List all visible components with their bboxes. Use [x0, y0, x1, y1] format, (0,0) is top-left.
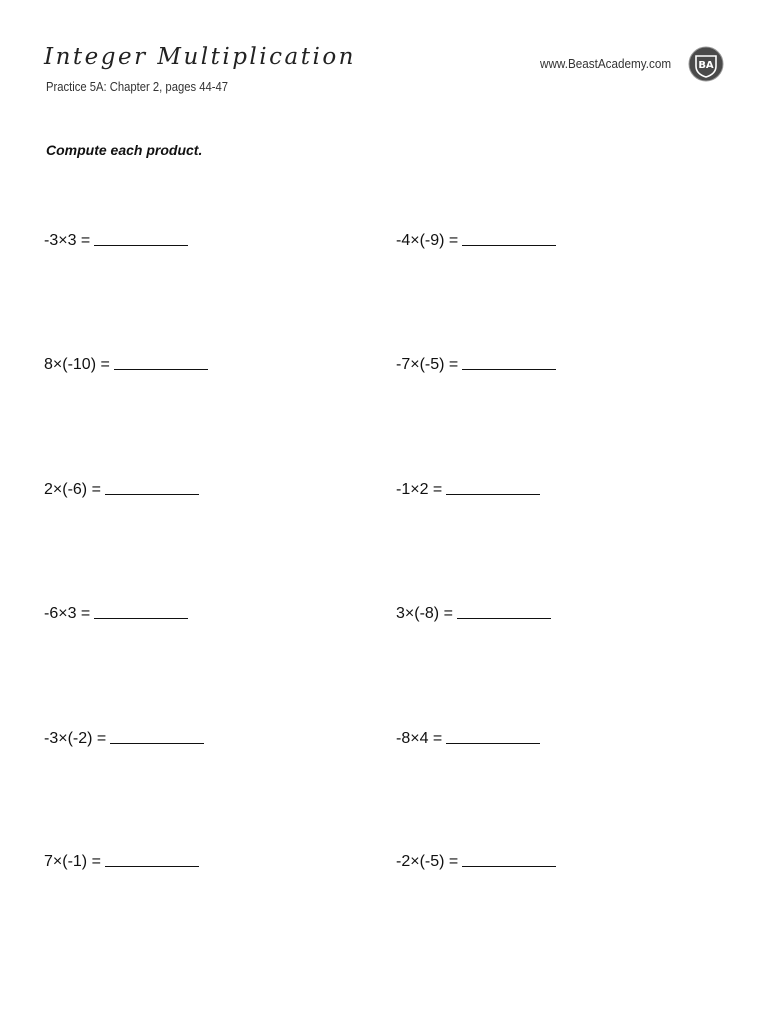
- problem-expression: -6×3 =: [44, 605, 91, 622]
- problem-11: [44, 853, 199, 871]
- answer-blank[interactable]: [462, 244, 556, 246]
- logo-text: BA: [698, 60, 714, 71]
- problem-12: [396, 853, 556, 871]
- page-subtitle: Practice 5A: Chapter 2, pages 44-47: [46, 80, 228, 94]
- problem-5: [44, 481, 199, 499]
- problem-1: [44, 232, 188, 250]
- problem-expression: -3×(-2) =: [44, 730, 107, 747]
- problem-expression: -8×4 =: [396, 730, 443, 747]
- answer-blank[interactable]: [110, 742, 204, 744]
- problem-3: [44, 356, 208, 374]
- problem-expression: -3×3 =: [44, 232, 91, 249]
- answer-blank[interactable]: [114, 368, 208, 370]
- problem-10: [396, 730, 540, 748]
- problem-6: [396, 481, 540, 499]
- problem-2: [396, 232, 556, 250]
- beast-academy-logo: [688, 46, 724, 82]
- answer-blank[interactable]: [446, 742, 540, 744]
- problem-7: [44, 605, 188, 623]
- problem-expression: -4×(-9) =: [396, 232, 459, 249]
- problem-expression: -7×(-5) =: [396, 356, 459, 373]
- page-title: Integer Multiplication: [44, 44, 356, 70]
- instructions: Compute each product.: [46, 142, 203, 158]
- answer-blank[interactable]: [105, 865, 199, 867]
- answer-blank[interactable]: [446, 493, 540, 495]
- answer-blank[interactable]: [94, 617, 188, 619]
- problem-expression: 3×(-8) =: [396, 605, 453, 622]
- problem-8: [396, 605, 551, 623]
- answer-blank[interactable]: [462, 368, 556, 370]
- problem-expression: -2×(-5) =: [396, 853, 459, 870]
- problem-expression: 7×(-1) =: [44, 853, 101, 870]
- problem-expression: 8×(-10) =: [44, 356, 110, 373]
- problem-expression: -1×2 =: [396, 481, 443, 498]
- site-url: www.BeastAcademy.com: [540, 56, 672, 71]
- problem-4: [396, 356, 556, 374]
- answer-blank[interactable]: [462, 865, 556, 867]
- answer-blank[interactable]: [94, 244, 188, 246]
- answer-blank[interactable]: [457, 617, 551, 619]
- problem-expression: 2×(-6) =: [44, 481, 101, 498]
- answer-blank[interactable]: [105, 493, 199, 495]
- problem-9: [44, 730, 204, 748]
